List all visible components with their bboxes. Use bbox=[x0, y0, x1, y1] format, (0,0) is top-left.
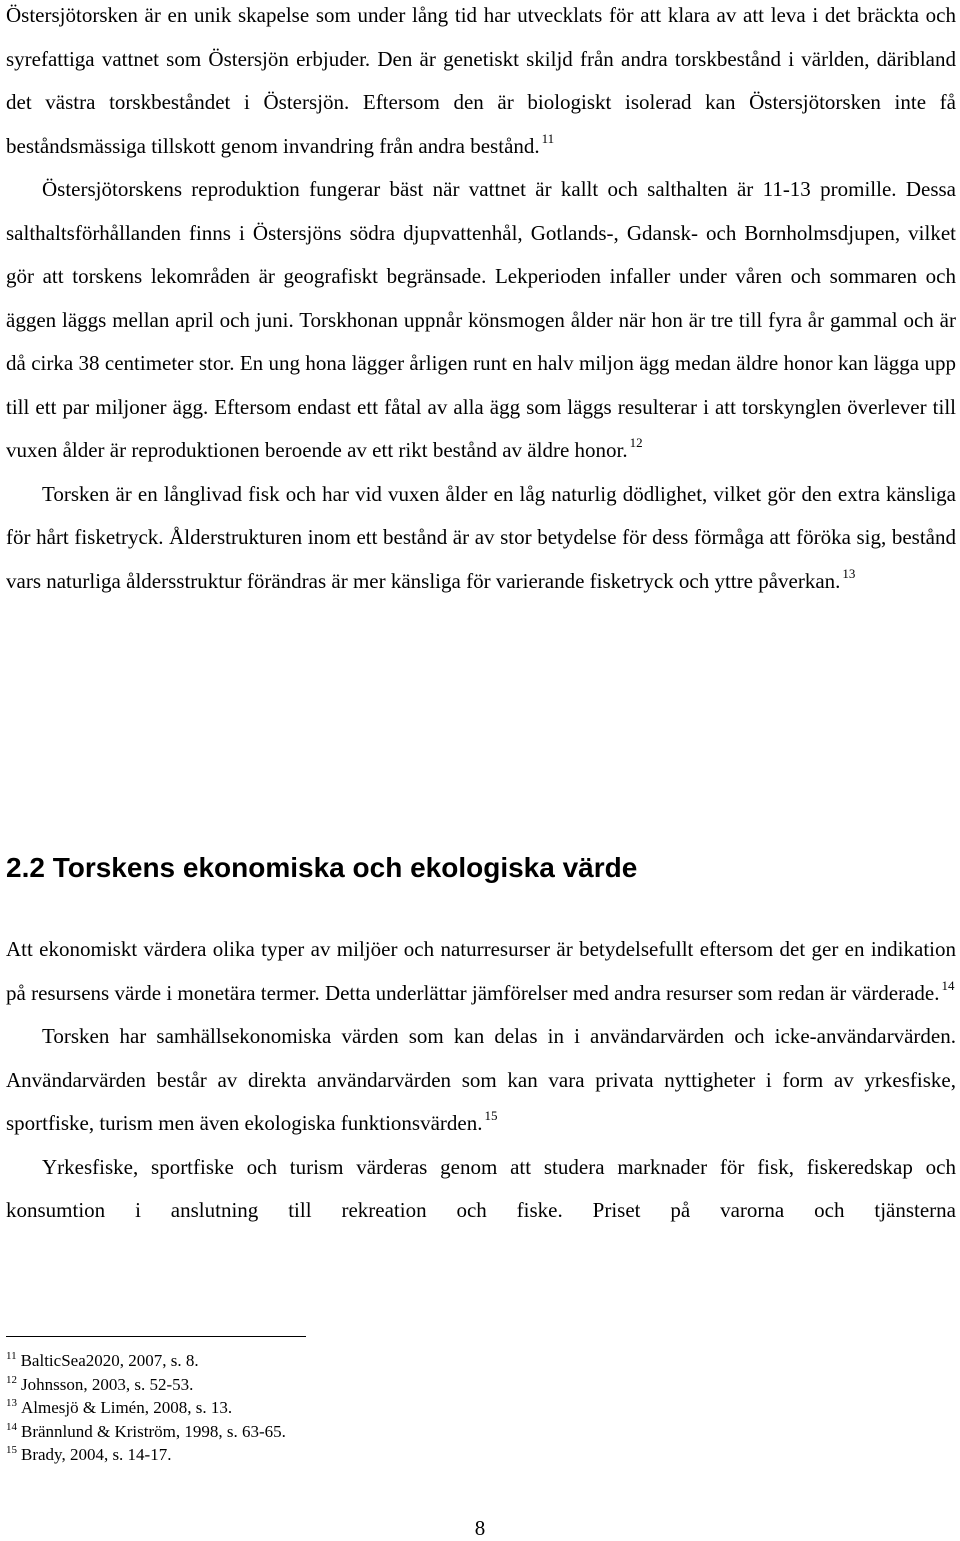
footnote-number: 15 bbox=[6, 1444, 17, 1457]
footnote-text: Johnsson, 2003, s. 52-53. bbox=[21, 1374, 194, 1394]
footnote-reference: 14 bbox=[941, 977, 955, 993]
paragraph-text: Torsken är en långlivad fisk och har vid vuxen ålder en låg naturlig dödlighet, vilket gör den extra känsliga för hårt fisketryck. Ålderstrukturen inom ett bestånd är av stor betydelse för dess förmåga att föröka sig, bestånd vars naturliga åldersstruktur förändras är mer känsliga för varierande fisketryck och yttre påverkan. bbox=[6, 481, 956, 593]
paragraph bbox=[6, 473, 956, 604]
paragraph-text: Att ekonomiskt värdera olika typer av miljöer och naturresurser är betydelsefullt eftersom det ger en indikation på resursens värde i monetära termer. Detta underlättar jämförelser med andra resurser som redan är värderade. bbox=[6, 937, 956, 1005]
paragraph bbox=[6, 928, 956, 1015]
footnote-list bbox=[6, 1349, 606, 1467]
paragraph-text: Östersjötorsken är en unik skapelse som under lång tid har utvecklats för att klara av att leva i det bräckta och syrefattiga vattnet som Östersjön erbjuder. Den är genetiskt skiljd från andra torskbestånd i världen, däribland det västra torskbeståndet i Östersjön. Eftersom den är biologiskt isolerad kan Östersjötorsken inte få beståndsmässiga tillskott genom invandring från andra bestånd. bbox=[6, 3, 956, 158]
footnote-number: 11 bbox=[6, 1350, 17, 1363]
footnote bbox=[6, 1443, 606, 1467]
footnote-text: Brady, 2004, s. 14-17. bbox=[21, 1445, 172, 1464]
section-heading: 2.2 Torskens ekonomiska och ekologiska värde bbox=[6, 852, 638, 883]
paragraph bbox=[6, 168, 956, 473]
footnote-text: BalticSea2020, 2007, s. 8. bbox=[20, 1351, 199, 1370]
footnote-number: 14 bbox=[6, 1420, 17, 1433]
footnote bbox=[6, 1396, 606, 1420]
footnote-reference: 12 bbox=[629, 435, 643, 450]
paragraph-text: Yrkesfiske, sportfiske och turism värderas genom att studera marknader för fisk, fiskeredskap och konsumtion i anslutning till rekreation och fiske. Priset på varorna och tjänsterna bbox=[6, 1154, 956, 1222]
footnote bbox=[6, 1420, 606, 1444]
section-2-text bbox=[6, 928, 956, 1233]
footnote-number: 13 bbox=[6, 1397, 17, 1410]
footnote-separator bbox=[6, 1336, 306, 1337]
footnote-reference: 13 bbox=[842, 565, 856, 581]
paragraph bbox=[6, 1015, 956, 1146]
footnote-text: Almesjö & Limén, 2008, s. 13. bbox=[21, 1398, 233, 1417]
footnote-number: 12 bbox=[6, 1373, 17, 1386]
footnote-reference: 11 bbox=[541, 130, 555, 146]
footnote bbox=[6, 1373, 606, 1397]
paragraph-text: Torsken har samhällsekonomiska värden som kan delas in i användarvärden och icke-användarvärden. Användarvärden består av direkta användarvärden som kan vara privata nyttigheter i form av yrkesfiske, sportfiske, turism men även ekologiska funktionsvärden. bbox=[6, 1024, 956, 1135]
footnote-text: Brännlund & Kriström, 1998, s. 63-65. bbox=[21, 1421, 286, 1441]
footnote-reference: 15 bbox=[484, 1108, 498, 1123]
section-1-text bbox=[6, 0, 956, 603]
paragraph bbox=[6, 0, 956, 168]
page-number: 8 bbox=[474, 1516, 486, 1540]
footnote bbox=[6, 1349, 606, 1373]
paragraph-text: Östersjötorskens reproduktion fungerar bäst när vattnet är kallt och salthalten är 11-13 promille. Dessa salthaltsförhållanden finns i Östersjöns södra djupvattenhål, Gotlands-, Gdansk- och Bornholmsdjupen, vilket gör att torskens lekområden är geografiskt begränsade. Lekperioden infaller under våren och sommaren och äggen läggs mellan april och juni. Torskhonan uppnår könsmogen ålder när hon är tre till fyra år gammal och är då cirka 38 centimeter stor. En ung hona lägger årligen runt en halv miljon ägg medan äldre honor kan lägga upp till ett par miljoner ägg. Eftersom endast ett fåtal av alla ägg som läggs resulterar i att torskynglen överlever till vuxen ålder är reproduktionen beroende av ett rikt bestånd av äldre honor. bbox=[6, 177, 956, 462]
paragraph bbox=[6, 1146, 956, 1233]
